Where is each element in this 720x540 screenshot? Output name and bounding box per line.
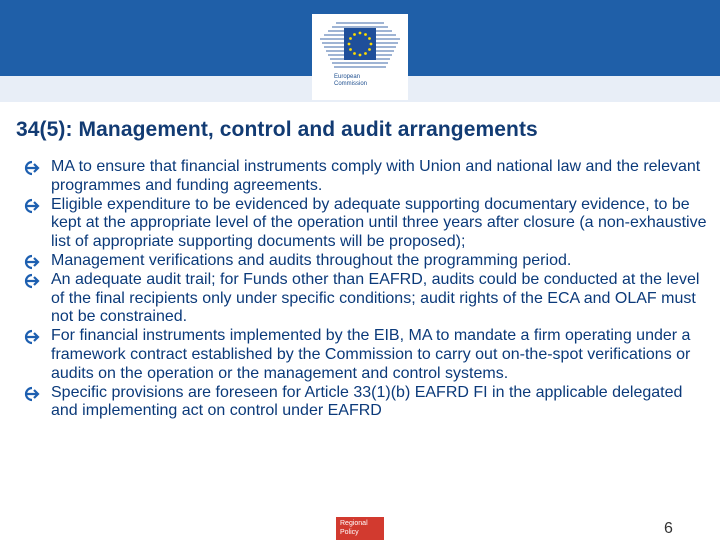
bullet-text: For financial instruments implemented by the EIB, MA to mandate a firm operating under a framework contract established by the Commission to carry out on-the-spot verifications or audits on the operation or the management and control systems.: [51, 327, 691, 382]
bullet-arrow-icon: [22, 159, 40, 177]
bullet-item: [22, 384, 712, 422]
logo-line-1: European: [334, 74, 361, 80]
logo-line-2: Commission: [334, 81, 368, 87]
bullet-list: [22, 158, 712, 421]
logo-wordmark: [334, 74, 394, 88]
bullet-text: MA to ensure that financial instruments comply with Union and national law and the relevant programmes and funding agreements.: [51, 158, 701, 194]
bullet-item: [22, 196, 712, 252]
bullet-item: [22, 252, 712, 271]
building-icon: [318, 18, 402, 72]
bullet-item: [22, 327, 712, 383]
regional-policy-badge: [336, 517, 384, 540]
bullet-arrow-icon: [22, 328, 40, 346]
bullet-arrow-icon: [22, 253, 40, 271]
bullet-item: [22, 158, 712, 196]
bullet-text: Management verifications and audits throughout the programming period.: [51, 251, 572, 269]
slide-title: 34(5): Management, control and audit arrangements: [16, 118, 538, 141]
bullet-text: An adequate audit trail; for Funds other than EAFRD, audits could be conducted at the level of the final recipients only under specific conditions; audit rights of the ECA and OLAF must not be constrained.: [51, 270, 700, 326]
bullet-item: [22, 271, 712, 327]
bullet-text: Specific provisions are foreseen for Article 33(1)(b) EAFRD FI in the applicable delegated and implementing act on control under EAFRD: [51, 383, 683, 420]
badge-line-1: Regional: [340, 520, 368, 527]
badge-line-2: Policy: [340, 529, 359, 536]
european-commission-logo: [312, 14, 408, 100]
bullet-text: Eligible expenditure to be evidenced by adequate supporting documentary evidence, to be kept at the appropriate level of the operation until three years after closure (a non-exhaustive list of appropriate supporting documents will be proposed);: [51, 195, 707, 251]
bullet-arrow-icon: [22, 385, 40, 403]
bullet-arrow-icon: [22, 272, 40, 290]
page-number: 6: [664, 520, 673, 537]
bullet-arrow-icon: [22, 197, 40, 215]
